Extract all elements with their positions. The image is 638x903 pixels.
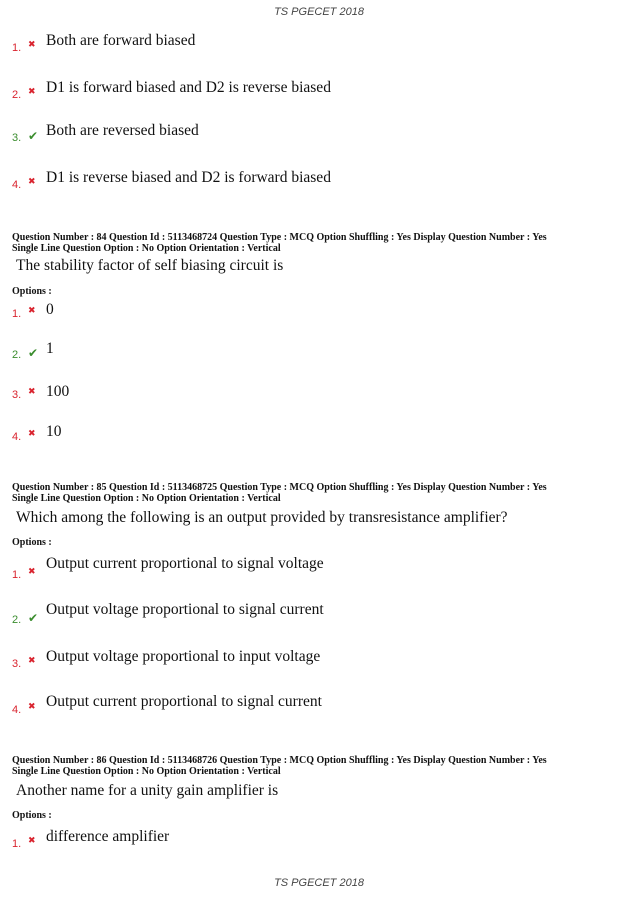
cross-icon: ✖ <box>28 177 36 187</box>
option-text: Output voltage proportional to signal current <box>46 601 324 618</box>
cross-icon: ✖ <box>28 429 36 439</box>
cross-icon: ✖ <box>28 40 36 50</box>
option-number: 1. <box>12 569 22 581</box>
option-number: 3. <box>12 132 22 144</box>
options-label: Options : <box>12 286 52 297</box>
question-meta <box>12 755 626 777</box>
option-number: 1. <box>12 838 22 850</box>
cross-icon: ✖ <box>28 87 36 97</box>
option-text: D1 is forward biased and D2 is reverse biased <box>46 79 331 96</box>
checkmark-icon: ✔ <box>28 611 39 625</box>
option-text: D1 is reverse biased and D2 is forward biased <box>46 169 331 186</box>
option-number: 4. <box>12 431 22 443</box>
option-number: 3. <box>12 389 22 401</box>
question-meta-line: Question Number : 86 Question Id : 5113468726 Question Type : MCQ Option Shuffling : Yes Display Question Number : Yes <box>12 755 547 766</box>
option-number: 2. <box>12 614 22 626</box>
question-meta-line: Question Number : 85 Question Id : 5113468725 Question Type : MCQ Option Shuffling : Yes Display Question Number : Yes <box>12 482 547 493</box>
cross-icon: ✖ <box>28 387 36 397</box>
options-label: Options : <box>12 810 52 821</box>
option-number: 1. <box>12 308 22 320</box>
option-text: 10 <box>46 423 62 440</box>
option-number: 4. <box>12 704 22 716</box>
option-text: 0 <box>46 301 54 318</box>
question-meta-line: Single Line Question Option : No Option Orientation : Vertical <box>12 493 281 504</box>
checkmark-icon: ✔ <box>28 129 39 143</box>
option-number: 2. <box>12 89 22 101</box>
question-text: The stability factor of self biasing circuit is <box>16 257 284 274</box>
option-text: Output current proportional to signal current <box>46 693 322 710</box>
cross-icon: ✖ <box>28 567 36 577</box>
cross-icon: ✖ <box>28 306 36 316</box>
option-text: 100 <box>46 383 70 400</box>
option-text: Both are forward biased <box>46 32 196 49</box>
option-text: Both are reversed biased <box>46 122 199 139</box>
option-text: 1 <box>46 340 54 357</box>
option-text: difference amplifier <box>46 828 170 845</box>
cross-icon: ✖ <box>28 836 36 846</box>
question-meta <box>12 232 626 254</box>
question-meta-line: Single Line Question Option : No Option Orientation : Vertical <box>12 243 281 254</box>
cross-icon: ✖ <box>28 702 36 712</box>
question-meta-line: Single Line Question Option : No Option Orientation : Vertical <box>12 766 281 777</box>
option-number: 3. <box>12 658 22 670</box>
question-text: Another name for a unity gain amplifier is <box>16 782 279 799</box>
checkmark-icon: ✔ <box>28 346 39 360</box>
option-number: 2. <box>12 349 22 361</box>
cross-icon: ✖ <box>28 656 36 666</box>
question-meta-line: Question Number : 84 Question Id : 5113468724 Question Type : MCQ Option Shuffling : Yes Display Question Number : Yes <box>12 232 547 243</box>
options-label: Options : <box>12 537 52 548</box>
option-number: 1. <box>12 42 22 54</box>
page-footer: TS PGECET 2018 <box>274 877 364 889</box>
question-text: Which among the following is an output provided by transresistance amplifier? <box>16 509 508 526</box>
question-meta <box>12 482 626 504</box>
page-header: TS PGECET 2018 <box>274 6 364 18</box>
option-text: Output current proportional to signal voltage <box>46 555 324 572</box>
option-number: 4. <box>12 179 22 191</box>
option-text: Output voltage proportional to input voltage <box>46 648 321 665</box>
